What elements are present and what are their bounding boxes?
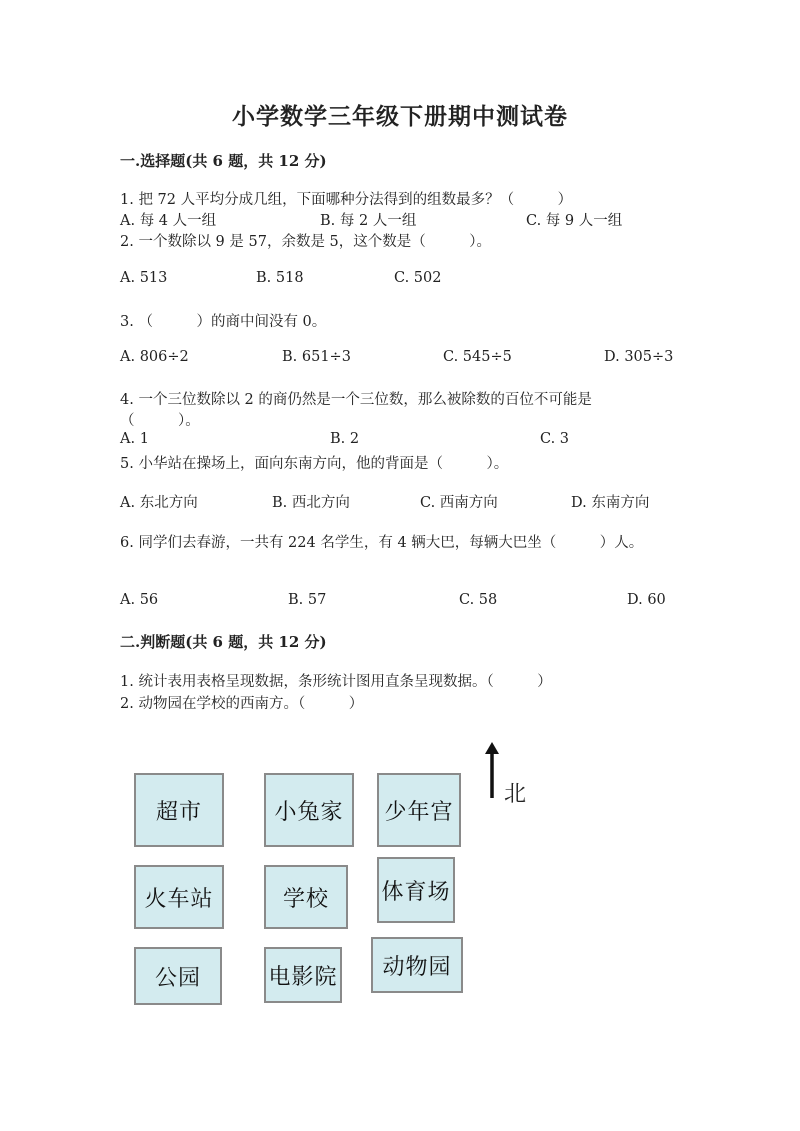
question-2-option-c: C. 502 (394, 270, 442, 286)
question-3-option-b: B. 651÷3 (282, 349, 351, 365)
question-1-option-b: B. 每 2 人一组 (320, 213, 417, 229)
map-place-train-station: 火车站 (134, 865, 224, 929)
question-4-stem-continued: （ ）。 (120, 413, 200, 429)
question-5-option-b: B. 西北方向 (272, 495, 350, 511)
question-4-option-b: B. 2 (330, 431, 360, 447)
section-heading-judgement: 二.判断题(共 6 题，共 12 分) (120, 633, 327, 651)
question-1-option-a: A. 每 4 人一组 (120, 213, 217, 229)
map-place-supermarket: 超市 (134, 773, 224, 847)
question-6-option-c: C. 58 (459, 592, 498, 608)
question-1-stem: 1. 把 72 人平均分成几组，下面哪种分法得到的组数最多？（ ） (120, 192, 573, 208)
map-place-school: 学校 (264, 865, 348, 929)
question-6-stem: 6. 同学们去春游，一共有 224 名学生，有 4 辆大巴，每辆大巴坐（ ）人。 (120, 535, 644, 551)
north-arrow-icon (482, 742, 502, 798)
question-5-stem: 5. 小华站在操场上，面向东南方向，他的背面是（ ）。 (120, 456, 509, 472)
judgement-question-1: 1. 统计表用表格呈现数据，条形统计图用直条呈现数据。（ ） (120, 674, 552, 690)
map-place-park: 公园 (134, 947, 222, 1005)
question-3-option-c: C. 545÷5 (443, 349, 512, 365)
question-4-option-a: A. 1 (120, 431, 149, 447)
judgement-question-2: 2. 动物园在学校的西南方。（ ） (120, 696, 364, 712)
question-6-option-a: A. 56 (120, 592, 159, 608)
question-3-option-d: D. 305÷3 (604, 349, 674, 365)
map-place-youth-palace: 少年宫 (377, 773, 461, 847)
question-6-option-b: B. 57 (288, 592, 327, 608)
section-heading-choice: 一.选择题(共 6 题，共 12 分) (120, 152, 327, 170)
question-3-option-a: A. 806÷2 (120, 349, 189, 365)
question-5-option-c: C. 西南方向 (420, 495, 498, 511)
map-place-cinema: 电影院 (264, 947, 342, 1003)
question-2-option-a: A. 513 (120, 270, 168, 286)
map-place-stadium: 体育场 (377, 857, 455, 923)
question-4-stem: 4. 一个三位数除以 2 的商仍然是一个三位数，那么被除数的百位不可能是 (120, 392, 592, 408)
question-5-option-a: A. 东北方向 (120, 495, 198, 511)
question-3-stem: 3. （ ）的商中间没有 0。 (120, 314, 327, 330)
map-place-rabbit-home: 小兔家 (264, 773, 354, 847)
question-6-option-d: D. 60 (627, 592, 666, 608)
question-5-option-d: D. 东南方向 (571, 495, 650, 511)
map-place-zoo: 动物园 (371, 937, 463, 993)
question-4-option-c: C. 3 (540, 431, 570, 447)
north-label: 北 (504, 782, 527, 807)
question-1-option-c: C. 每 9 人一组 (526, 213, 623, 229)
question-2-stem: 2. 一个数除以 9 是 57，余数是 5，这个数是（ ）。 (120, 234, 492, 250)
question-2-option-b: B. 518 (256, 270, 304, 286)
page-title: 小学数学三年级下册期中测试卷 (232, 103, 568, 130)
